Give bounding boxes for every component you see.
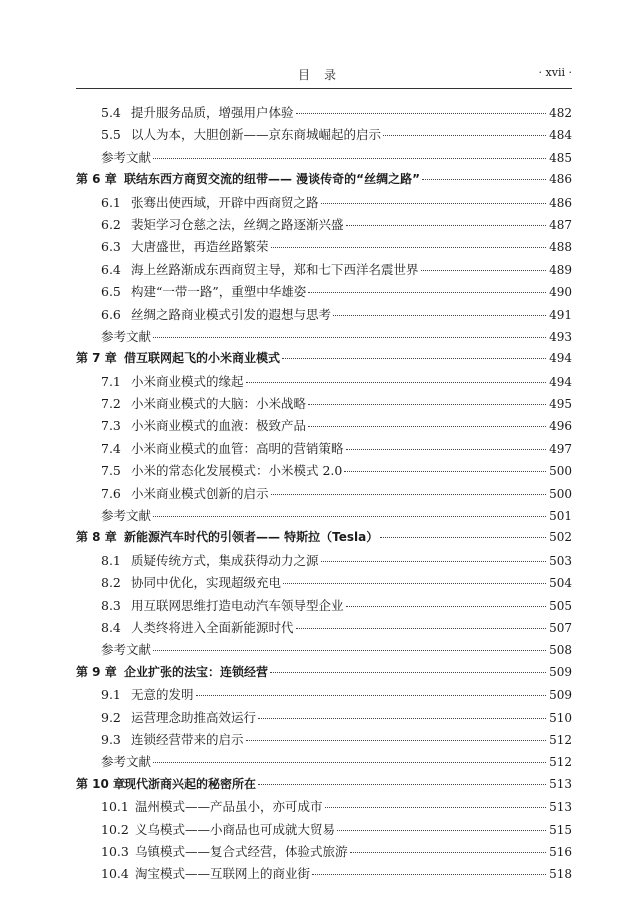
dot-leader (246, 382, 546, 383)
toc-entry-title: 连锁经营带来的启示 (131, 731, 244, 747)
toc-entry-title: 提升服务品质，增强用户体验 (131, 105, 294, 120)
dot-leader (282, 358, 546, 359)
toc-entry-number: 第 9 章 (76, 664, 117, 679)
toc-entry-number: 5.5 (101, 127, 121, 143)
dot-leader (153, 337, 546, 338)
dot-leader (270, 672, 546, 673)
toc-entry-title: 构建“一带一路”，重塑中华雄姿 (131, 284, 307, 300)
toc-entry-title: 运营理念助推高效运行 (131, 709, 257, 725)
toc-entry-number: 9.2 (101, 709, 121, 725)
toc-page-number: 510 (549, 710, 572, 725)
toc-page-number: 508 (549, 643, 572, 658)
dot-leader (308, 292, 546, 293)
toc-entry-number: 7.2 (101, 396, 121, 412)
toc-section-row[interactable] (76, 103, 572, 125)
toc-page-number: 509 (549, 664, 572, 679)
toc-entry-number: 7.6 (101, 485, 121, 501)
toc-page-number: 502 (549, 530, 572, 545)
toc-chapter-row[interactable] (76, 528, 572, 550)
toc-section-row[interactable] (76, 820, 572, 842)
toc-entry-title: 义乌模式——小商品也可成就大贸易 (135, 821, 336, 837)
toc-entry-title: 小米的常态化发展模式：小米模式 2.0 (131, 463, 343, 479)
toc-entry-title: 参考文献 (101, 754, 152, 770)
dot-leader (321, 561, 546, 562)
toc-entry-title: 质疑传统方式，集成获得动力之源 (131, 552, 319, 568)
toc-entry-title: 张骞出使西域，开辟中西商贸之路 (131, 194, 319, 210)
toc-entry-title: 小米商业模式创新的启示 (131, 485, 269, 501)
toc-section-row[interactable] (76, 260, 572, 282)
dot-leader (321, 203, 546, 204)
toc-page-number: 507 (549, 620, 572, 635)
toc-entry-number: 6.6 (101, 306, 121, 322)
dot-leader (246, 740, 546, 741)
toc-references-row[interactable] (76, 148, 572, 170)
dot-leader (153, 762, 546, 763)
toc-entry-number: 6.3 (101, 239, 121, 255)
toc-section-row[interactable] (76, 237, 572, 259)
dot-leader (350, 852, 546, 853)
running-header (76, 66, 572, 84)
toc-entry-title: 以人为本，大胆创新——京东商城崛起的启示 (131, 127, 382, 143)
toc-entry-number: 6.1 (101, 194, 121, 210)
toc-page-number: 494 (549, 351, 572, 366)
header-rule (76, 88, 572, 89)
toc-entry-number: 10.4 (101, 866, 129, 882)
toc-page-number: 484 (549, 128, 572, 143)
toc-page-number: 496 (549, 419, 572, 434)
toc-page-number: 500 (549, 486, 572, 501)
dot-leader (271, 247, 546, 248)
toc-section-row[interactable] (76, 372, 572, 394)
toc-page-number: 491 (549, 307, 572, 322)
dot-leader (325, 807, 546, 808)
toc-section-row[interactable] (76, 864, 572, 886)
toc-entry-number: 10.1 (101, 799, 129, 815)
toc-entry-number: 第 7 章 (76, 351, 117, 366)
header-title: 目录 (297, 68, 350, 82)
toc-page-number: 486 (549, 195, 572, 210)
dot-leader (196, 695, 546, 696)
toc-page-number: 494 (549, 374, 572, 389)
toc-page-number: 490 (549, 285, 572, 300)
toc-entry-title: 新能源汽车时代的引领者—— 特斯拉（Tesla） (124, 530, 379, 545)
dot-leader (344, 471, 546, 472)
toc-entry-number: 第 8 章 (76, 530, 117, 545)
toc-section-row[interactable] (76, 215, 572, 237)
toc-entry-title: 小米商业模式的血液：极致产品 (131, 418, 307, 434)
toc-entry-number: 8.2 (101, 575, 121, 591)
toc-section-row[interactable] (76, 394, 572, 416)
dot-leader (421, 270, 546, 271)
toc-entry-number: 7.3 (101, 418, 121, 434)
toc-page-number: 505 (549, 598, 572, 613)
toc-entry-number: 10.3 (101, 843, 129, 859)
toc-entry-title: 参考文献 (101, 642, 152, 658)
toc-entry-number: 7.4 (101, 440, 121, 456)
toc-chapter-row[interactable] (76, 663, 572, 685)
toc-page-number: 487 (549, 217, 572, 232)
toc-entry-title: 参考文献 (101, 328, 152, 344)
toc-entry-number: 8.1 (101, 552, 121, 568)
dot-leader (333, 315, 546, 316)
toc-page-number: 516 (549, 844, 572, 859)
toc-entry-title: 小米商业模式的缘起 (131, 373, 244, 389)
dot-leader (296, 628, 546, 629)
toc-entry-title: 联结东西方商贸交流的纽带—— 漫谈传奇的“丝绸之路” (124, 172, 420, 187)
toc-page-number: 509 (549, 688, 572, 703)
toc-entry-number: 第 10 章 (76, 776, 126, 791)
toc-entry-title: 用互联网思维打造电动汽车领导型企业 (131, 597, 344, 613)
dot-leader (258, 784, 546, 785)
toc-section-row[interactable] (76, 685, 572, 707)
toc-page-number: 488 (549, 240, 572, 255)
toc-section-row[interactable] (76, 193, 572, 215)
dot-leader (346, 225, 546, 226)
toc-page-number: 482 (549, 106, 572, 120)
toc-page-number: 518 (549, 867, 572, 882)
toc-entry-number: 9.1 (101, 687, 121, 703)
toc-references-row[interactable] (76, 327, 572, 349)
toc-section-row[interactable] (76, 484, 572, 506)
toc-entry-title: 人类终将进入全面新能源时代 (131, 619, 294, 635)
toc-entry-number: 6.4 (101, 261, 121, 277)
toc-section-row[interactable] (76, 461, 572, 483)
toc-section-row[interactable] (76, 797, 572, 819)
toc-entry-number: 6.5 (101, 284, 121, 300)
toc-page-number: 486 (549, 172, 572, 187)
dot-leader (346, 606, 546, 607)
toc-page-number: 512 (549, 732, 572, 747)
toc-section-row[interactable] (76, 708, 572, 730)
toc-entry-number: 8.4 (101, 619, 121, 635)
toc-section-row[interactable] (76, 282, 572, 304)
dot-leader (308, 426, 546, 427)
toc-entry-title: 大唐盛世，再造丝路繁荣 (131, 239, 269, 255)
toc-page-number: 503 (549, 553, 572, 568)
toc-entry-title: 小米商业模式的大脑：小米战略 (131, 396, 307, 412)
dot-leader (153, 650, 546, 651)
header-page-number: · xvii · (538, 66, 572, 79)
toc-page-number: 515 (549, 822, 572, 837)
toc-section-row[interactable] (76, 416, 572, 438)
toc-page-number: 493 (549, 329, 572, 344)
toc-entry-title: 小米商业模式的血管：高明的营销策略 (131, 440, 344, 456)
toc-entry-title: 丝绸之路商业模式引发的遐想与思考 (131, 306, 332, 322)
toc-entry-title: 无意的发明 (131, 687, 194, 703)
dot-leader (153, 516, 546, 517)
dot-leader (380, 537, 546, 538)
toc-page-number: 513 (549, 800, 572, 815)
toc-section-row[interactable] (76, 573, 572, 595)
toc-entry-number: 第 6 章 (76, 172, 117, 187)
dot-leader (296, 113, 546, 114)
toc-entry-title: 温州模式——产品虽小，亦可成市 (135, 799, 323, 815)
toc-section-row[interactable] (76, 305, 572, 327)
dot-leader (312, 874, 546, 875)
table-of-contents (76, 103, 572, 887)
toc-entry-number: 7.1 (101, 373, 121, 389)
toc-chapter-row[interactable] (76, 170, 572, 192)
dot-leader (271, 494, 546, 495)
dot-leader (422, 179, 546, 180)
toc-entry-number: 9.3 (101, 731, 121, 747)
toc-section-row[interactable] (76, 551, 572, 573)
toc-references-row[interactable] (76, 752, 572, 774)
toc-entry-title: 裴矩学习仓慈之法，丝绸之路逐渐兴盛 (131, 216, 344, 232)
toc-references-row[interactable] (76, 506, 572, 528)
toc-section-row[interactable] (76, 618, 572, 640)
toc-section-row[interactable] (76, 125, 572, 147)
toc-entry-number: 5.4 (101, 105, 121, 120)
toc-entry-title: 淘宝模式——互联网上的商业街 (135, 866, 311, 882)
toc-page-number: 495 (549, 397, 572, 412)
toc-page-number: 485 (549, 150, 572, 165)
toc-page-number: 489 (549, 262, 572, 277)
dot-leader (308, 404, 546, 405)
toc-page-number: 513 (549, 776, 572, 791)
toc-entry-title: 乌镇模式——复合式经营，体验式旅游 (135, 843, 348, 859)
toc-section-row[interactable] (76, 730, 572, 752)
toc-entry-title: 参考文献 (101, 149, 152, 165)
toc-entry-number: 8.3 (101, 597, 121, 613)
toc-entry-title: 企业扩张的法宝：连锁经营 (124, 664, 269, 679)
dot-leader (153, 158, 546, 159)
toc-entry-number: 7.5 (101, 463, 121, 479)
toc-entry-title: 现代浙商兴起的秘密所在 (124, 776, 257, 791)
toc-section-row[interactable] (76, 842, 572, 864)
toc-entry-title: 借互联网起飞的小米商业模式 (124, 351, 281, 366)
toc-page-number: 504 (549, 576, 572, 591)
dot-leader (383, 135, 546, 136)
toc-entry-number: 10.2 (101, 821, 129, 837)
toc-page-number: 497 (549, 441, 572, 456)
toc-entry-number: 6.2 (101, 216, 121, 232)
toc-chapter-row[interactable] (76, 349, 572, 371)
toc-entry-title: 海上丝路渐成东西商贸主导，郑和七下西洋名震世界 (131, 261, 419, 277)
toc-entry-title: 协同中优化，实现超级充电 (131, 575, 282, 591)
toc-page-number: 512 (549, 755, 572, 770)
toc-page-number: 501 (549, 509, 572, 524)
dot-leader (337, 830, 546, 831)
toc-section-row[interactable] (76, 439, 572, 461)
toc-entry-title: 参考文献 (101, 508, 152, 524)
dot-leader (258, 718, 546, 719)
dot-leader (346, 449, 546, 450)
toc-chapter-row[interactable] (76, 775, 572, 797)
toc-references-row[interactable] (76, 640, 572, 662)
toc-section-row[interactable] (76, 596, 572, 618)
dot-leader (283, 583, 546, 584)
toc-page-number: 500 (549, 464, 572, 479)
